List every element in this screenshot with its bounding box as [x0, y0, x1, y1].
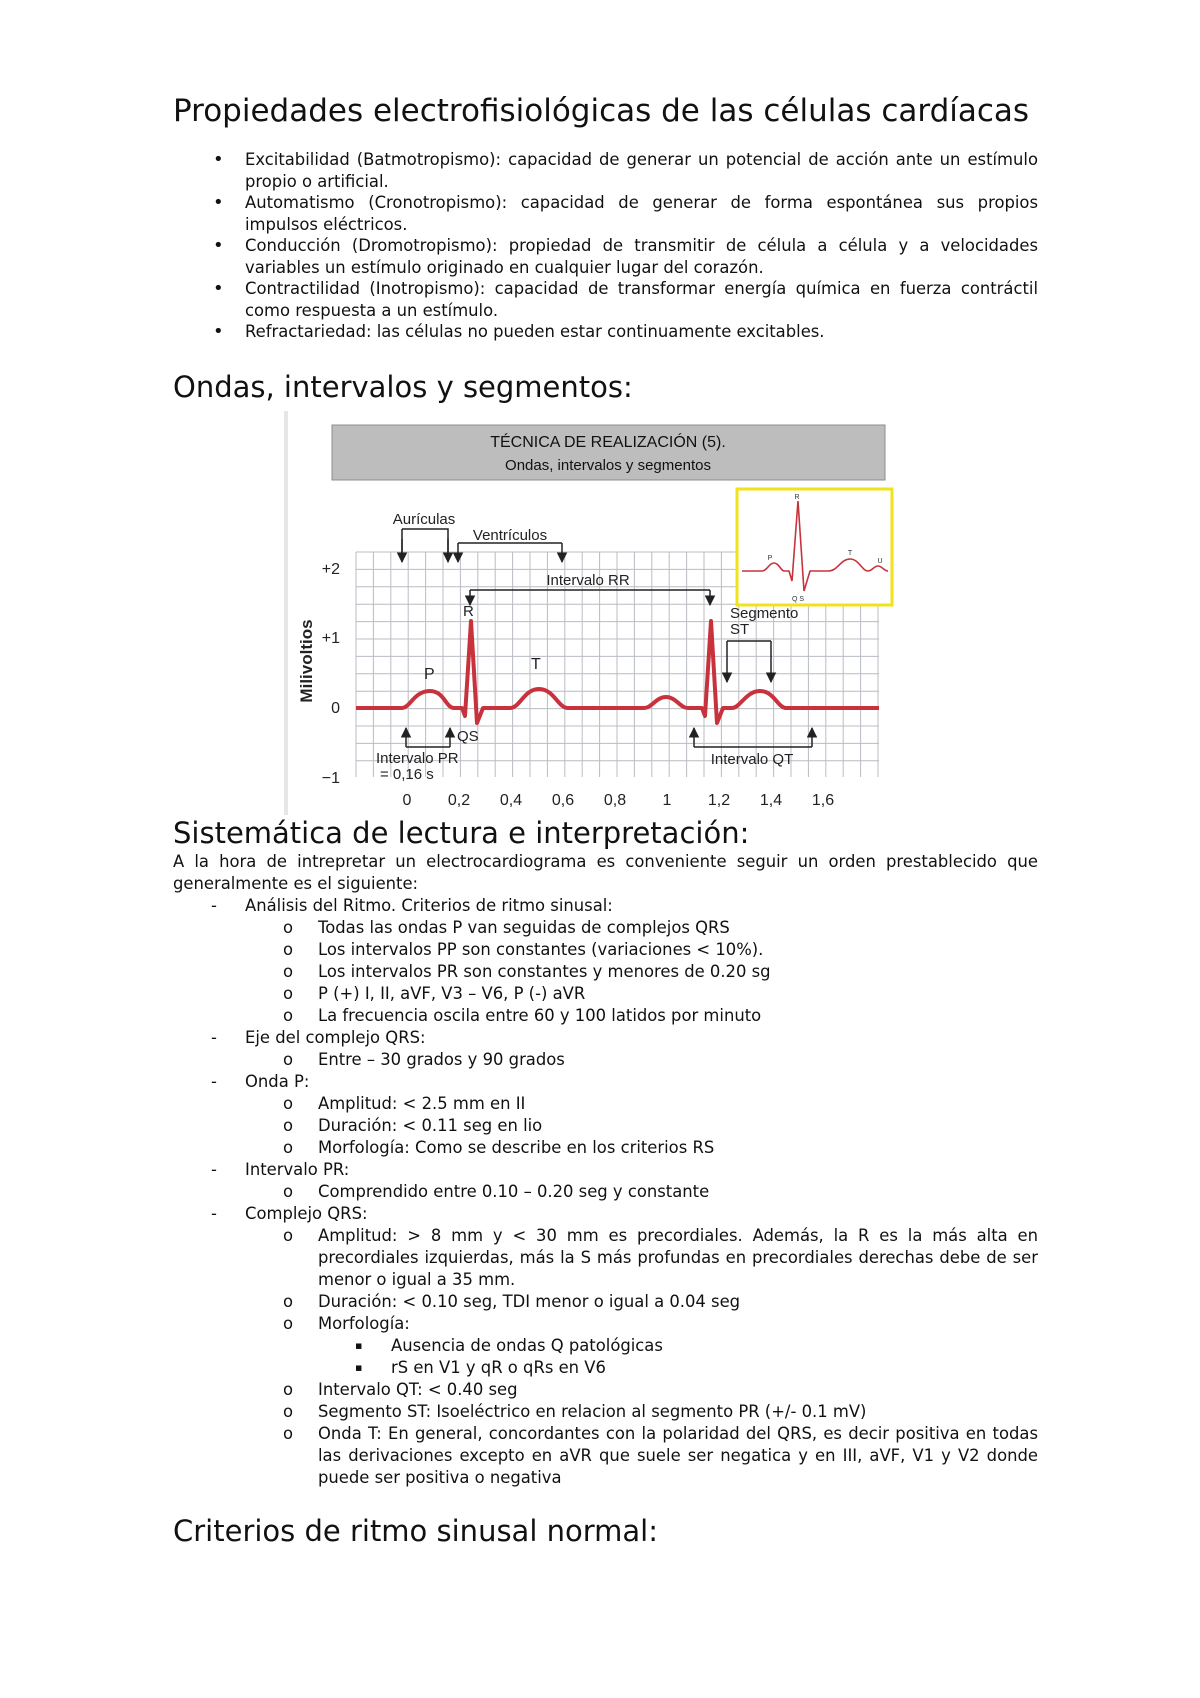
x-tick-label: 1,2	[707, 791, 731, 809]
reading-intro: A la hora de intrepretar un electrocardiograma es conveniente seguir un orden prestablecido que generalmente es el siguiente:	[173, 851, 1038, 893]
x-axis-ticks	[403, 792, 835, 809]
inset-label-t: T	[847, 549, 853, 557]
list-item: o Morfología:	[283, 1313, 410, 1333]
label-segmento: Segmento	[730, 604, 799, 622]
label-qs: QS	[457, 727, 479, 745]
circle-marker: o	[283, 1049, 294, 1069]
inset-label-r: R	[794, 493, 800, 501]
x-tick-label: 0,2	[447, 791, 471, 809]
label-p: P	[424, 665, 435, 683]
label-ventriculos: Ventrículos	[472, 526, 548, 544]
list-item: - Análisis del Ritmo. Criterios de ritmo sinusal:	[211, 895, 613, 915]
list-item: o Los intervalos PP son constantes (variaciones < 10%).	[283, 939, 764, 959]
circle-marker: o	[283, 1181, 294, 1201]
circle-marker: o	[283, 1093, 294, 1113]
list-item: o Los intervalos PR son constantes y menores de 0.20 sg	[283, 961, 771, 981]
label-t: T	[531, 655, 541, 673]
list-item: ▪ rS en V1 y qR o qRs en V6	[355, 1357, 606, 1377]
inset-label-qs: Q S	[791, 595, 805, 603]
circle-marker: o	[283, 1379, 294, 1399]
x-tick-label: 1	[662, 791, 672, 809]
circle-marker: o	[283, 1423, 294, 1443]
x-tick-label: 0,6	[551, 791, 575, 809]
circle-marker: o	[283, 1225, 294, 1245]
x-tick-label: 0	[402, 791, 412, 809]
label-pr-value: = 0,16 s	[380, 765, 434, 783]
circle-marker: o	[283, 983, 294, 1003]
list-item: • Automatismo (Cronotropismo): capacidad de generar de forma espontánea sus propios impulsos eléctricos.	[173, 192, 1038, 235]
circle-marker: o	[283, 961, 294, 981]
circle-marker: o	[283, 1115, 294, 1135]
inset-label-p: P	[767, 554, 773, 562]
list-item: • Excitabilidad (Batmotropismo): capacidad de generar un potencial de acción ante un estímulo propio o artificial.	[173, 149, 1038, 192]
list-item: - Eje del complejo QRS:	[211, 1027, 426, 1047]
label-intervalo-rr: Intervalo RR	[546, 571, 630, 589]
page-title: Propiedades electrofisiológicas de las células cardíacas	[173, 93, 1030, 129]
list-item: o Amplitud: < 2.5 mm en II	[283, 1093, 526, 1113]
dash-marker: -	[211, 1027, 217, 1047]
dash-marker: -	[211, 1071, 217, 1091]
inset-ecg-box	[737, 489, 892, 605]
list-item: • Refractariedad: las células no pueden estar continuamente excitables.	[173, 321, 1038, 343]
x-tick-label: 1,6	[811, 791, 835, 809]
dash-marker: -	[211, 895, 217, 915]
square-marker: ▪	[355, 1360, 363, 1374]
y-tick-label: +2	[321, 560, 340, 578]
x-tick-label: 0,8	[603, 791, 627, 809]
banner-title: TÉCNICA DE REALIZACIÓN (5).	[490, 433, 726, 451]
circle-marker: o	[283, 1313, 294, 1333]
section-heading-reading: Sistemática de lectura e interpretación:	[173, 815, 750, 850]
ecg-figure	[284, 411, 894, 815]
label-intervalo-qt: Intervalo QT	[710, 750, 794, 768]
y-tick-label: +1	[321, 629, 340, 647]
list-item: o Amplitud: > 8 mm y < 30 mm es precordiales. Además, la R es la más alta en precordiales izquierdas, más la S más profundas en precordiales derechas debe de ser menor o igual a 35 mm.	[283, 1225, 1038, 1289]
list-item: - Onda P:	[211, 1071, 310, 1091]
list-item: • Contractilidad (Inotropismo): capacidad de transformar energía química en fuerza contráctil como respuesta a un estímulo.	[173, 278, 1038, 321]
circle-marker: o	[283, 1005, 294, 1025]
x-tick-label: 1,4	[759, 791, 783, 809]
list-item: - Intervalo PR:	[211, 1159, 350, 1179]
list-item: o Comprendido entre 0.10 – 0.20 seg y constante	[283, 1181, 710, 1201]
y-axis-label: Milivoltios	[297, 618, 316, 703]
properties-list	[173, 149, 1038, 343]
label-intervalo-pr: Intervalo PR	[376, 749, 459, 767]
list-item: o Onda T: En general, concordantes con la polaridad del QRS, es decir positiva en todas las derivaciones excepto en aVR que suele ser negatica y en III, aVF, V1 y V2 donde puede ser positiva o negativa	[283, 1423, 1038, 1487]
circle-marker: o	[283, 917, 294, 937]
list-item: o La frecuencia oscila entre 60 y 100 latidos por minuto	[283, 1005, 762, 1025]
document-page	[173, 92, 1038, 1549]
label-auriculas: Aurículas	[392, 510, 456, 528]
dash-marker: -	[211, 1159, 217, 1179]
label-r: R	[463, 602, 474, 620]
circle-marker: o	[283, 1291, 294, 1311]
list-item: o Duración: < 0.10 seg, TDI menor o igual a 0.04 seg	[283, 1291, 741, 1311]
circle-marker: o	[283, 939, 294, 959]
square-marker: ▪	[355, 1338, 363, 1352]
list-item: o Segmento ST: Isoeléctrico en relacion al segmento PR (+/- 0.1 mV)	[283, 1401, 867, 1421]
circle-marker: o	[283, 1137, 294, 1157]
y-tick-label: 0	[331, 699, 340, 717]
dash-marker: -	[211, 1203, 217, 1223]
inset-label-u: U	[877, 557, 883, 565]
list-item: - Complejo QRS:	[211, 1203, 368, 1223]
section-heading-waves: Ondas, intervalos y segmentos:	[173, 369, 633, 404]
banner-subtitle: Ondas, intervalos y segmentos	[505, 456, 711, 474]
list-item: o Intervalo QT: < 0.40 seg	[283, 1379, 518, 1399]
section-heading-criteria: Criterios de ritmo sinusal normal:	[173, 1513, 658, 1548]
circle-marker: o	[283, 1401, 294, 1421]
ecg-illustration	[284, 411, 894, 815]
list-item: o Todas las ondas P van seguidas de complejos QRS	[283, 917, 730, 937]
list-item: o Duración: < 0.11 seg en lio	[283, 1115, 543, 1135]
x-tick-label: 0,4	[499, 791, 523, 809]
list-item: o P (+) I, II, aVF, V3 – V6, P (-) aVR	[283, 983, 586, 1003]
list-item: o Entre – 30 grados y 90 grados	[283, 1049, 565, 1069]
label-st: ST	[730, 620, 750, 638]
list-item: • Conducción (Dromotropismo): propiedad de transmitir de célula a célula y a velocidades variables un estímulo originado en cualquier lugar del corazón.	[173, 235, 1038, 278]
list-item: ▪ Ausencia de ondas Q patológicas	[355, 1335, 663, 1355]
y-tick-label: −1	[321, 769, 340, 787]
list-item: o Morfología: Como se describe en los criterios RS	[283, 1137, 715, 1157]
